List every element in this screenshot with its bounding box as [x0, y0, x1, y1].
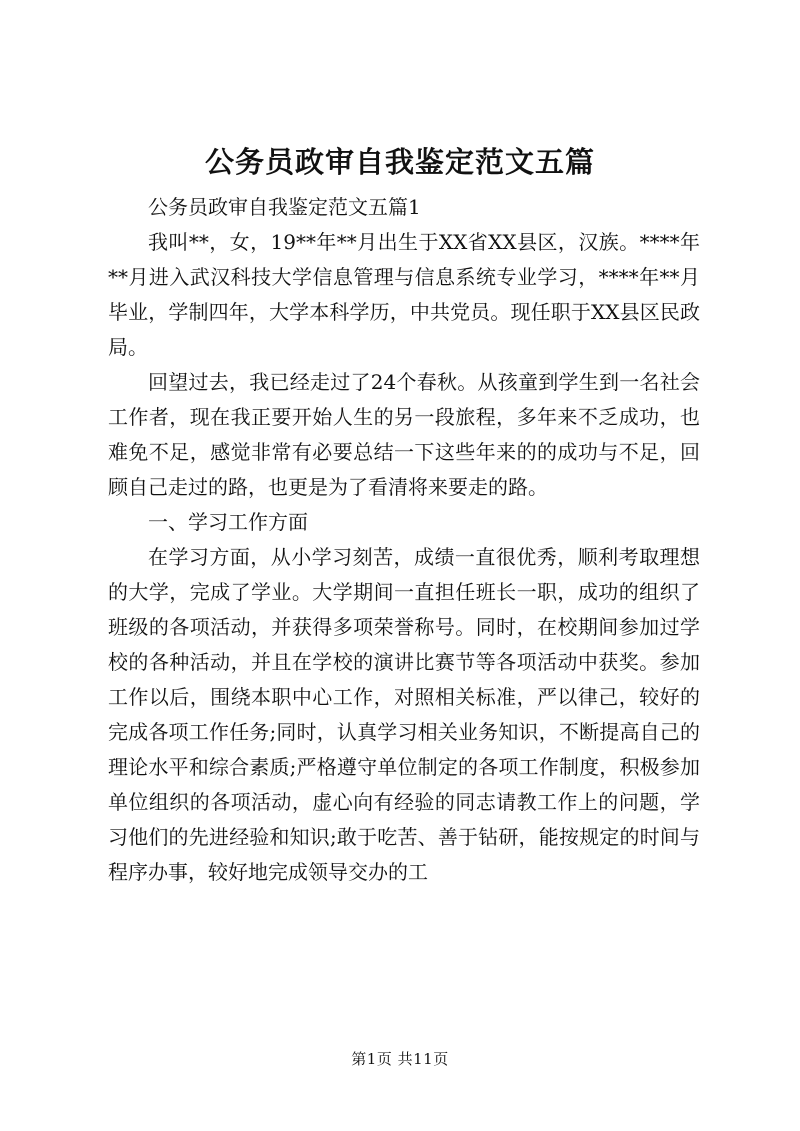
- document-title: 公务员政审自我鉴定范文五篇: [204, 145, 595, 179]
- page-footer: 第1页 共11页: [351, 1050, 449, 1068]
- paragraph-retrospect: 回望过去，我已经走过了24个春秋。从孩童到学生到一名社会工作者，现在我正要开始人生的另一段旅程，多年来不乏成功，也难免不足，感觉非常有必要总结一下这些年来的的成功与不足，回顾自己走过的路，也更是为了看清将来要走的路。: [108, 370, 700, 499]
- document-body: [108, 190, 700, 890]
- paragraph-subtitle: 公务员政审自我鉴定范文五篇1: [148, 195, 421, 219]
- section-heading-study-work: 一、学习工作方面: [148, 510, 308, 534]
- paragraph-study-work: 在学习方面，从小学习刻苦，成绩一直很优秀，顺利考取理想的大学，完成了学业。大学期间一直担任班长一职，成功的组织了班级的各项活动，并获得多项荣誉称号。同时，在校期间参加过学校的各种活动，并且在学校的演讲比赛节等各项活动中获奖。参加工作以后，围绕本职中心工作，对照相关标准，严以律己，较好的完成各项工作任务;同时，认真学习相关业务知识，不断提高自己的理论水平和综合素质;严格遵守单位制定的各项工作制度，积极参加单位组织的各项活动，虚心向有经验的同志请教工作上的问题，学习他们的先进经验和知识;敢于吃苦、善于钻研，能按规定的时间与程序办事，较好地完成领导交办的工: [108, 545, 700, 884]
- paragraph-personal-info: 我叫**，女，19**年**月出生于XX省XX县区，汉族。****年**月进入武汉科技大学信息管理与信息系统专业学习，****年**月毕业，学制四年，大学本科学历，中共党员。现任职于XX县区民政局。: [108, 230, 700, 359]
